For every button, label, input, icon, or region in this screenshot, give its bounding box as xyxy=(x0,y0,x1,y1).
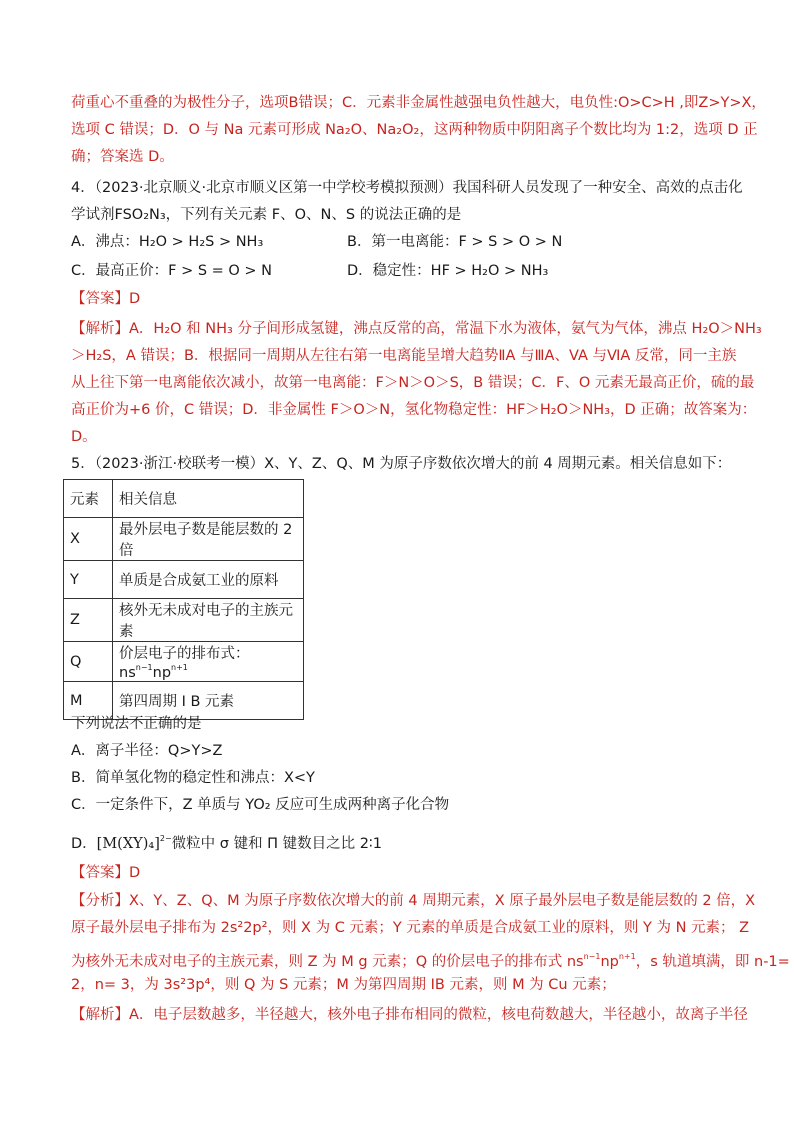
table-header-row xyxy=(64,480,304,518)
table-cell: 最外层电子数是能层数的 2 倍 xyxy=(113,518,304,561)
q5-analysis-line-3b: ，s 轨道填满，即 n-1= xyxy=(635,954,790,970)
q-config-sup-2: n+1 xyxy=(171,663,188,672)
complex-ion-formula: [M(XY)₄] xyxy=(96,836,160,852)
q4-explanation-line-2: ＞H₂S，A 错误；B．根据同一周期从左往右第一电离能呈增大趋势ⅡA 与ⅢA、VA 与ⅥA 反常，同一主族 xyxy=(71,348,737,364)
element-info-table xyxy=(63,479,304,720)
q-config-text: 价层电子的排布式：ns xyxy=(119,646,250,681)
complex-ion-charge: 2− xyxy=(159,834,172,843)
table-cell: Y xyxy=(64,561,113,599)
table-row xyxy=(64,642,304,682)
q5-option-d xyxy=(71,826,726,857)
table-cell: Q xyxy=(64,642,113,682)
q4-explanation-line-1: 【解析】A．H₂O 和 NH₃ 分子间形成氢键，沸点反常的高，常温下水为液体，氨气为气体，沸点 H₂O＞NH₃ xyxy=(71,321,762,337)
q5-explanation-line-1: 【解析】A．电子层数越多，半径越大，核外电子排布相同的微粒，核电荷数越大，半径越小，故离子半径 xyxy=(71,1007,748,1023)
q4-explanation-line-3: 从上往下第一电离能依次减小，故第一电离能：F＞N＞O＞S，B 错误；C．F、O 元素无最高正价，硫的最 xyxy=(71,375,755,391)
q4-stem-line-1: 4．（2023·北京顺义·北京市顺义区第一中学校考模拟预测）我国科研人员发现了一种安全、高效的点击化 xyxy=(71,180,743,196)
table-cell xyxy=(113,642,304,682)
q-config-np: np xyxy=(152,665,172,681)
q5-prompt: 下列说法不正确的是 xyxy=(71,716,202,732)
q4-answer: 【答案】D xyxy=(71,291,141,307)
q4-option-d: D．稳定性：HF > H₂O > NH₃ xyxy=(347,263,549,279)
q5-analysis-line-3a: 为核外无未成对电子的主族元素，则 Z 为 M g 元素；Q 的价层电子的排布式 ns xyxy=(71,954,584,970)
q4-option-c: C．最高正价：F > S = O > N xyxy=(71,263,273,279)
q4-option-a: A．沸点：H₂O > H₂S > NH₃ xyxy=(71,234,264,250)
prev-explanation-line-2: 选项 C 错误；D．O 与 Na 元素可形成 Na₂O、Na₂O₂，这两种物质中阴阳离子个数比均为 1:2，选项 D 正 xyxy=(71,122,758,138)
q5-analysis-line-2: 原子最外层电子排布为 2s²2p²，则 X 为 C 元素；Y 元素的单质是合成氨工业的原料，则 Y 为 N 元素； Z xyxy=(71,920,750,936)
q5-analysis-sup-1: n−1 xyxy=(583,952,601,961)
table-cell: X xyxy=(64,518,113,561)
table-header-cell: 相关信息 xyxy=(113,480,304,518)
q5-option-a: A．离子半径：Q>Y>Z xyxy=(71,743,223,759)
q5-option-b: B．简单氢化物的稳定性和沸点：X<Y xyxy=(71,770,315,786)
q5-answer: 【答案】D xyxy=(71,865,141,881)
q5-analysis-sup-2: n+1 xyxy=(618,952,636,961)
q5-analysis-line-4: 2，n= 3，为 3s²3p⁴，则 Q 为 S 元素；M 为第四周期 IB 元素，则 M 为 Cu 元素； xyxy=(71,977,616,993)
q5-option-c: C．一定条件下，Z 单质与 YO₂ 反应可生成两种离子化合物 xyxy=(71,797,450,813)
table-cell: Z xyxy=(64,599,113,642)
table-row xyxy=(64,561,304,599)
table-header-cell: 元素 xyxy=(64,480,113,518)
table-cell: M xyxy=(64,682,113,720)
q5-analysis-line-3 xyxy=(71,944,790,975)
q5-option-d-label: D． xyxy=(71,836,97,852)
table-row xyxy=(64,518,304,561)
q5-option-d-text: 微粒中 σ 键和 Π 键数目之比 2∶1 xyxy=(171,836,383,852)
table-cell: 第四周期 I B 元素 xyxy=(113,682,304,720)
table-row xyxy=(64,599,304,642)
table-cell: 核外无未成对电子的主族元素 xyxy=(113,599,304,642)
q5-analysis-line-1: 【分析】X、Y、Z、Q、M 为原子序数依次增大的前 4 周期元素，X 原子最外层电子数是能层数的 2 倍，X xyxy=(71,893,756,909)
q4-explanation-line-5: D。 xyxy=(71,429,97,445)
q5-stem: 5．（2023·浙江·校联考一模）X、Y、Z、Q、M 为原子序数依次增大的前 4 周期元素。相关信息如下： xyxy=(71,456,732,472)
prev-explanation-line-1: 荷重心不重叠的为极性分子，选项B错误；C．元素非金属性越强电负性越大，电负性:O>C>H ,即Z>Y>X， xyxy=(71,95,766,111)
q5-analysis-np: np xyxy=(600,954,619,970)
prev-explanation-line-3: 确；答案选 D。 xyxy=(71,149,174,165)
table-cell: 单质是合成氨工业的原料 xyxy=(113,561,304,599)
q4-stem-line-2: 学试剂FSO₂N₃，下列有关元素 F、O、N、S 的说法正确的是 xyxy=(71,207,462,223)
q-config-sup-1: n−1 xyxy=(135,663,153,672)
q4-explanation-line-4: 高正价为+6 价，C 错误；D．非金属性 F＞O＞N，氢化物稳定性：HF＞H₂O＞NH₃，D 正确；故答案为： xyxy=(71,402,757,418)
q4-option-b: B．第一电离能：F > S > O > N xyxy=(347,234,563,250)
